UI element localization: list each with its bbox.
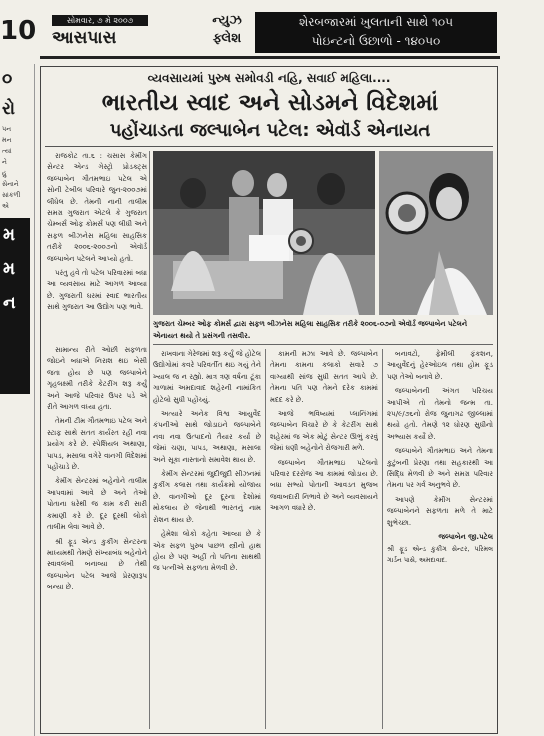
article-column-5 [387,349,493,729]
brand-title: આસપાસ [52,28,117,48]
paragraph: રાજકોટ તા.૬ : ચસાસ કેમીંગ સેન્ટર એન્ડ ગેસ્ટ્રો પ્રોડક્ટ્સ જલ્પાબેન ગૌતમભાઇ પટેલ એ સોની ટેબીલ પરિવારે જુન-૨૦૦૭માં લીધેલ છે. તેમની નાની તાલીમ સમગ્ર ગુજરાત એટલે કે ગુજરાત ચેમ્બર્સ ઓફ કોમર્સ પણ લીધી અને સફળ બીઝનેસ મહિલા સાહસિક તરીકે ૨૦૦૬-૨૦૦૭નો એવૉર્ડ જલ્પાબેન પટેલને આપ્યો હતો. [47,152,147,263]
paragraph: કામની મઝા આવે છે. જલ્પાબેન તેમના કામના કલાકો સવારે ૭ વાગ્યાથી સાંજ સુધી સતત આપે છે. તેમના પતિ પણ તેમને દરેક કામમાં મદદ કરે છે. [270,350,378,404]
paragraph: અત્યારે અનેક વિશ્વ આયુર્વેદ કંપનીઓ સાથે જોડાઇને જલ્પાબેને નવા નવા ઉત્પાદનો તૈયાર કર્યા છે જેમાં ચણા, પાપડ, અથાણા, મસાલા અને સૂકા નાસ્તાનો સમાવેશ થાય છે. [153,410,261,464]
strip-line: સેનાને [2,180,19,188]
article-headline: ભારતીય સ્વાદ અને સોડમને વિદેશમાં [101,90,439,116]
date-label: સોમવાર, ૭ મે ૨૦૦૭ [52,15,148,26]
news-flash-label [205,12,249,52]
article-column-2 [47,345,147,729]
award-ceremony-photo-graphic [153,151,375,315]
paragraph: જલ્પાબેને ગૌતમભાઇ અને તેમના કુટુંબની પ્રેરણા તથા સહકારથી આ સિદ્ધિ મેળવી છે અને સમગ્ર પરિવાર તેમના પર ગર્વ અનુભવે છે. [387,447,493,490]
strip-line: ત્યાં [2,147,12,155]
article-kicker: વ્યવસાયમાં પુરુષ સમોવડી નહિ, સવાઈ મહિલા.... [147,71,391,85]
masthead-divider [40,56,500,59]
portrait-photo-graphic [379,151,493,315]
article-column-1 [47,151,147,341]
strip-block-glyph: મ [3,225,16,245]
paragraph: જલ્પાબેન ગૌતમભાઇ પટેલનો પરિવાર દરરોજ આ કામમાં જોડાય છે. બધા સભ્યો પોતાની આવડત મુજબ જવાબદારી નિભાવે છે અને વ્યવસાયને આગળ વધારે છે. [270,458,378,513]
award-ceremony-photo [153,151,375,315]
paragraph: કેમીંગ સેન્ટરમાં બહેનોને તાલીમ આપવામાં આવે છે અને તેઓ પોતાના ઘરેથી જ કામ કરી સારી કમાણી કરે છે. દૂર દૂરથી લોકો તાલીમ લેવા આવે છે. [47,477,147,532]
strip-glyph: ૦ [2,69,13,89]
portrait-photo [379,151,493,315]
ticker-line: પોઇન્ટનો ઉછાળો - ૧૪૦૫૦ [311,34,441,48]
strip-line: ને [2,158,7,166]
strip-line: એ [2,202,9,210]
news-flash-line: ફ્લેશ [212,31,242,46]
column-divider [382,349,383,729]
paragraph: બનાવટો, ફેમીલી ફંકશન, આયુર્વેદનું હેરઓઇલ તથા હોમ ફૂડ પણ તેઓ બનાવે છે. [387,350,493,381]
ticker-line: શેરબજારમાં ખુલતાની સાથે ૧૦૫ [298,15,454,29]
strip-block-glyph: ન [3,293,16,313]
paragraph: રાખવાના ગેરેજમાં શરૂ કર્યું જે હોટેલ ઉદ્યોગોમાં કવરે પરિવર્તીત થઇ ગયું તેને ખ્યાલ જ ન રહ્યો. માત્ર ત્રણ વર્ષના ટૂંકા ગાળામાં અમદાવાદ શહેરની નામાંકિત હોટેલો સુધી પહોંચ્યું. [153,350,261,404]
article-column-4 [270,349,378,729]
paragraph: આજે ભવિષ્યમાં પ્લાનિંગમાં જલ્પાબેન વિચારે છે કે કેટરીંગ સાથે શહેરમાં જ એક મોટું સેન્ટર ઊભું કરવું જેમાં ઘણી બહેનોને રોજગારી મળે. [270,410,378,453]
column-divider [265,349,266,729]
paragraph: તેમની ટીમ ગૌતમભાઇ પટેલ અને સ્ટાફ સાથે સતત કાર્યરત રહી નવા પ્રયોગ કરે છે. સ્પેશિયલ અથાણા, પાપડ, મસાલા વગેરે વાનગી વિદેશમાં પહોંચાડે છે. [47,417,147,472]
strip-line: મન [2,136,12,144]
strip-block-glyph: મ [3,259,16,279]
paragraph: સામાન્ય રીતે ઓછી સફળતા જોઇને બધાએ નિરાશ થઇ બેસી જતા હોય છે પણ જલ્પાબેને ગૃહલક્ષ્મી તરીકે કેટરીંગ શરૂ કર્યું અને આજે પરિવાર ઉપર પડે એ રીતે આગળ વધ્યા હતા. [47,346,147,412]
article-column-3 [153,349,261,729]
article-headline-second-line: પહોંચાડતા જલ્પાબેન પટેલ: એવૉર્ડ એનાયત [109,120,431,141]
article [40,66,498,734]
previous-page-strip [0,64,35,736]
paragraph: આપણે કેમીંગ સેન્ટરમાં જલ્પાબેનને સફળતા મળે તે માટે શુભેચ્છા. [387,495,493,527]
byline: જલ્પાબેન જી.પટેલ [438,533,493,542]
address: શ્રી ફૂડ એન્ડ કુકીંગ સેન્ટર, પરિમલ ગાર્ડન પાસે, અમદાવાદ. [387,544,493,564]
strip-glyph: રો [2,99,16,119]
paragraph: જલ્પાબેનની અંગત પરિચય આપીએ તો તેમનો જન્મ તા. ૨૫/૯/૭૬નો રોજ જુનાગઢ જીલ્લામાં થયો હતો. તેમણે ૧૨ ધોરણ સુધીનો અભ્યાસ કર્યો છે. [387,387,493,441]
strip-dark-block [0,218,30,394]
news-ticker [255,12,497,53]
news-flash-line: ન્યુઝ [212,13,242,28]
paragraph: કેમીંગ સેન્ટરમાં જુદીજુદી સીઝનમાં કુકીંગ કલાસ તથા કાર્યક્રમો યોજાય છે. વાનગીઓ દૂર દૂરના દેશોમાં મોકલાય છે જેનાથી ભારતનું નામ રોશન થાય છે. [153,470,261,524]
page-number: 10 [0,16,37,46]
paragraph: શ્રી ફૂડ એન્ડ કુકીંગ સેન્ટરના માધ્યમથી તેમણે સંખ્યાબંધ બહેનોને સ્વાવલંબી બનાવ્યા છે તેથી જલ્પાબેન પટેલ આજે પ્રેરણારૂપ બન્યા છે. [47,537,147,592]
strip-line: પન [2,125,12,133]
photo-caption: ગુજરાત ચેમ્બર ઓફ કોમર્સ દ્વારા સફળ બીઝનેસ મહિલા સાહસિક તરીકે ૨૦૦૬-૦૭નો એવૉર્ડ જલ્પાબેન પટેલને એનાયત થયો તે પ્રસંગની તસવીર. [153,318,493,345]
strip-line: હુ [2,169,7,177]
paragraph: પરંતુ હવે તો પટેલ પરિવારમાં બધા આ વ્યવસાય માટે આગળ આવ્યા છે. ગુજરાતી ઘરમાં સ્વાદ ભારતીય સાથે ગુજરાત આ ઉદ્યોગ પણ ભાવે. [47,269,147,312]
strip-line: સાંકળી [2,191,21,199]
paragraph: હેમેશા લોકો કહેતા આવ્યા છે કે એક સફળ પુરુષ પાછળ સ્ત્રીનો હાથ હોય છે પણ અહીં તો પતિના સાથથી જ પત્નીએ સફળતા મેળવી છે. [153,530,261,573]
masthead [0,0,544,62]
column-divider [149,151,150,729]
headline-divider [45,146,493,147]
